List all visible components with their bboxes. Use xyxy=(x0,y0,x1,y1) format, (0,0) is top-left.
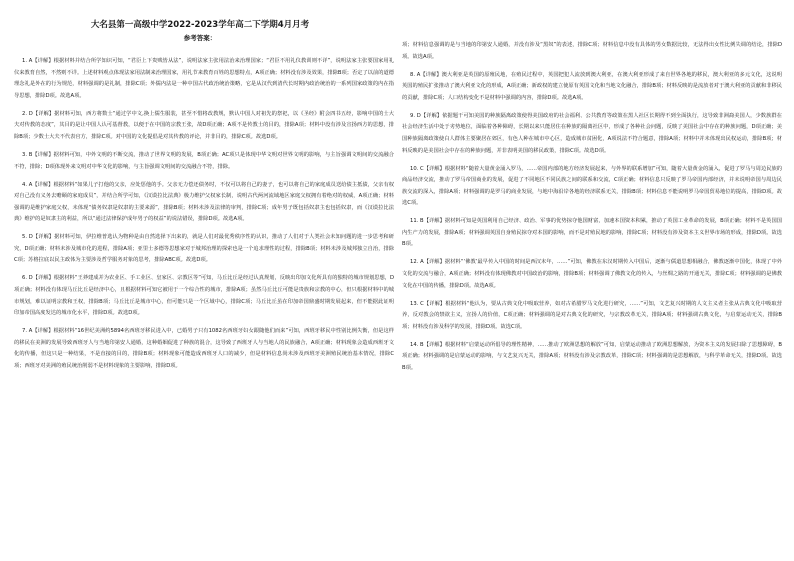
answer-paragraph-10: 10. C【详解】根据材料“随着大量黄金涌入罗马，……帝国内部的地方经济发展起来，与外界的联系增加”可知，随着大量黄金的涌入，促进了罗马与周边民族的商品经济交流，推动了罗马帝国商业的发展，促进了不同地区不同民族之间的联系和交流，C项正确；材料信息只反映了罗马帝国内部经济，并未说明帝国与周边民族交流的深入，排除A项；材料强调的是罗马的商业发展，与地中海沿岸各地的经济联系无关，排除B项；材料信息不能说明罗马帝国贸易地位的提高，排除D项。故选C项。 xyxy=(402,165,782,207)
page-title: 大名县第一高级中学2022-2023学年高二下学期4月月考 xyxy=(90,20,310,30)
answer-paragraph-9: 9. D【详解】依据题干可知美国的种族隔离政策使得美国政府的社会福利、公共教育等政策在黑人社区长期得不到全面执行，这导致非洲裔美国人，少数族群在社会经济生活中处于劣势地位，面临着各种障碍，长期以来只能居住在种族的隔离社区中，形成了各种社会问题，反映了美国社会中存在的种族问题，D项正确；美国种族隔离政策使白人群体主要聚居在郊区，有色人种在城市中心区，造成城市贫困化，A项说法不符合题意，排除A项；材料中并未体现出民权运动，排除B项；材料反映的是美国社会中存在的种族问题，并非表明美国的移民政策，排除C项。故选D项。 xyxy=(402,112,782,154)
answer-paragraph-5: 5. D【详解】据材料可知，伊拉维普选认为物种是由自然选择下出来的，就是人们对最优秀秩序性的认识，推动了人们对于人类社会未知问题的进一步思考和研究，D项正确；材料未涉及城市化的进程，排除A项；亚里士多德等思想家对于城邦治理的探索也是一个追求理性的过程，排除B项；材料未涉及城邦独立自治，排除C项；苏格拉底以民主政体为主要涉及哲学服务对象的思考，排除ABC项。故选D项。 xyxy=(14,234,394,264)
right-column xyxy=(402,40,782,381)
answer-paragraph-7-cont: 项；材料信息强调的是与当地的印第安人通婚，并没有涉及“黑奴”的表述，排除C项；材料信息中没有具体的男女数据比较，无法得出女性比例失调的结论，排除D项。故选A项。 xyxy=(402,42,782,60)
answer-paragraph-14: 14. B【详解】根据材料“启蒙运动所倡导的理性精神，……推动了欧洲思想的解放”可知，启蒙运动推动了欧洲思想解放，为资本主义的发展扫除了思想障碍，B项正确；材料强调的是启蒙运动的影响，与文艺复兴无关，排除A项；材料没有涉及宗教改革，排除C项；材料强调的是思想解放，与科学革命无关，排除D项。故选B项。 xyxy=(402,341,782,371)
answer-paragraph-6: 6. D【详解】根据材料“王莽建成并为农业区、手工业区、皇家区、宗教区等”可知，马丘比丘是经过认真规划，反映出印加文化所具有的独特的城市规划思想，D项正确；材料没有体现马丘比丘是经济中心，且根据材料可知它被用于一个综合性的城市，排除A项；虽然马丘比丘可能是贵族和宗教的中心，但只根据材料中的城市规划，难以证明宗教和王权，排除B项；马丘比丘是城市中心，但可能只是一个区域中心，排除C项；马丘比丘虽在印加帝国鼎盛时期发展起来，但不能据此证明印加帝国高度发达的城市化水平，排除D项。故选D项。 xyxy=(14,275,394,317)
answer-paragraph-7: 7. A【详解】根据材料“16世纪美洲约5894名西班牙移民进入中，已婚男子只有1082名西班牙妇女跟随他们而来”可知，西班牙移民中性别比例失衡，但是这样的移民在美洲的发展导致西班牙人与当地印第安人通婚，这种婚姻促进了种族的混合，这导致了西班牙人与当地人的民族融合，A项正确；材料现象会造成西班牙文化的传播，但这只是一种结果，不是直接的目的，排除B项；材料现象可能造成西班牙人口的减少，但是材料信息尚未涉及西班牙美洲殖民统治基本情况，排除C项；西班牙对美洲的殖民统治削弱不是材料现象的主要影响，排除D项。 xyxy=(14,328,394,369)
answer-paragraph-4: 4. A【详解】根据材料“如果儿子打他的父亲，应处惩他的手。父亲无力偿还债务时，不仅可以将自己的妻子，也可以将自己的家庭成员送给债主抵债，父亲有权对自己没有义务去赡颐的家庭成员”，并结合所学可知，《汉谟拉比法典》极力维护父权家长制，说明古代两河流域地区家庭父权拥有着绝对的权威，A项正确；材料强调的是维护家庭父权，未体现“债务奴隶是奴隶的主要来源”，排除B项；材料未涉及法律的审判，排除C项；成年男子既包括奴隶主也包括奴隶，而《汉谟拉比法典》维护的是奴隶主的利益，所以“通过法律保护成年男子的权益”的说法错误，排除D项。故选A项。 xyxy=(14,181,394,223)
answer-paragraph-13: 13. C【详解】根据材料“他认为，要从古典文化中吸取营养，如对古希腊罗马文化进行研究，……”可知，文艺复兴时期的人文主义者主张从古典文化中吸取营养，反对教会的禁欲主义，宣扬人的价值，C项正确；材料强调的是对古典文化的研究，与宗教改革无关，排除A项；材料强调古典文化，与启蒙运动无关，排除B项；材料没有涉及科学的发展，排除D项。故选C项。 xyxy=(402,300,782,330)
answer-paragraph-1: 1. A【详解】根据材料并结合所学知识可知，“君臣上下贵贱皆从法”，说明法家主张用法治来治理国家；“君臣不用礼仪教训则不详”，说明法家主张要国家用礼仪来教育自然，不然则不详。上述材料观点体现法家用法制来治理国家，用礼节来教育百姓的思想特点，A项正确；材料没有涉及效果，排除B项；否定了以前的道德理念礼是外在的行为规范，材料强调的是礼制，排除C项；外儒内法是一种中国古代政治统治策略，它是从汉代到清代长时期内政治统治的一系列国家政策的内在指导思想，排除D项。故选A项。 xyxy=(14,58,394,99)
answer-paragraph-3: 3. B【详解】据材料可知，中外文明的不断交流，推动了世界文明的发展，B项正确；AC项只是体现中华文明对世界文明的影响，与主旨强调文明间的交流融合不符，排除；D项体现外来文明对中华文化的影响，与主旨强调文明间的交流融合不符，排除。 xyxy=(14,151,394,170)
answers-heading: 参考答案： xyxy=(183,34,217,42)
left-column xyxy=(14,56,394,379)
answer-paragraph-8: 8. A【详解】澳大利亚是英国的原殖民地，在殖民过程中，英国把犯人流放到澳大利亚，在澳大利亚形成了来自世界各地的移民，澳大利亚的多元文化，这说明英国的殖民扩张推动了澳大利亚文化的形成，A项正确；新政权的建立使原有英国文化和当地文化融合，排除B项；材料反映的是流放者对于澳大利亚的贡献和非移民的贡献，排除C项；人口结构变化不是材料中强调的内容，排除D项。故选A项。 xyxy=(402,71,782,101)
answer-paragraph-11: 11. B【详解】据材料可知是英国利用自己经济、政治、军事的优势掠夺他国财富，加速本国资本积累，推动了英国工业革命的发展，B项正确；材料不是英国国内生产力的发展，排除A项；材料强调英国自身殖民掠夺对本国的影响，而不是对殖民地的影响，排除C项；材料没有涉及资本主义世界市场的形成，排除D项。故选B项。 xyxy=(402,218,782,248)
answer-paragraph-2: 2. D【详解】据材料可知，西方将数士“通过学中文,换上儒生服装，甚至不惜将改教规，默认中国人对祖先的祭祀，以《圣经》附会四书五经，影响中国的士大夫对传教的态度”，其目的是让中国人认可基督教，以便于在中国的宗教王张，故D项正确；A项不是传教士的目的，排除A项；材料中没有涉及宣扬西方的思想，排除B项；少数士大夫不代表官方，排除C项。对中国的文化提倡是对其传教的评论，并非目的，排除C项。故选D项。 xyxy=(14,110,394,140)
answer-paragraph-12: 12. A【详解】据材料“‘佛教’最早传入中国的时间是西汉末年，……”可知，佛教在东汉时期传入中国后，逐渐与儒道思想相融合，佛教逐渐中国化，体现了中外文化的交流与融合，A项正确；材料没有体现佛教对中国政治的影响，排除B项；材料强调了佛教文化的传入，与丝绸之路的开通无关，排除C项；材料强调的是佛教文化在中国的传播，排除D项。故选A项。 xyxy=(402,259,782,289)
